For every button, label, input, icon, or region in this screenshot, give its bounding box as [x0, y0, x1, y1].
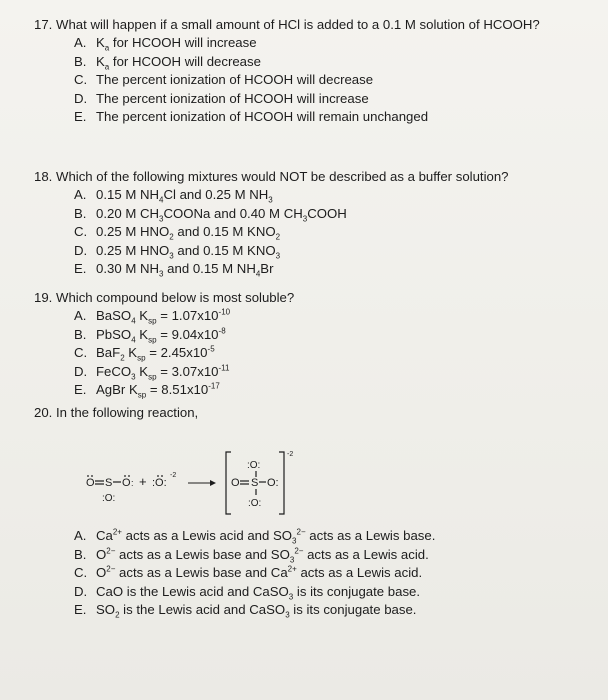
subscript: 4	[131, 316, 136, 326]
lone-pair-oxygen: :O:	[102, 493, 116, 504]
option-letter: B.	[74, 546, 87, 562]
question-17-options	[74, 34, 540, 127]
option-20c[interactable]	[74, 564, 435, 583]
option-letter: C.	[74, 224, 88, 240]
option-letter: E.	[74, 109, 87, 125]
formula-text: Br	[260, 261, 274, 277]
ksp-symbol: K	[124, 345, 138, 361]
subscript: sp	[137, 353, 146, 363]
option-letter: E.	[74, 602, 87, 618]
ksp-symbol: K	[135, 308, 149, 323]
lewis-reaction-diagram	[84, 446, 314, 516]
ka-subscript: a	[104, 62, 110, 72]
formula-text: 0.15 M NH	[96, 187, 160, 202]
formula-text: and 0.15 M KNO	[173, 224, 276, 240]
question-18-stem: 18. Which of the following mixtures would NOT be described as a buffer solution?	[34, 169, 509, 184]
option-text: CaO is the Lewis acid and CaSO$_3$ is its conjugate base.	[96, 583, 421, 602]
option-17a[interactable]	[74, 34, 540, 53]
formula-text: and 0.15 M NH	[163, 261, 256, 277]
option-letter: E.	[74, 382, 87, 398]
option-letter: D.	[74, 242, 88, 258]
subscript: 3	[275, 251, 281, 261]
subscript: 3	[302, 214, 308, 224]
formula-text: PbSO	[96, 326, 132, 342]
option-letter: D.	[74, 90, 88, 106]
subscript: 3	[169, 251, 174, 261]
option-letter: E.	[74, 261, 87, 277]
subscript: 4	[255, 270, 261, 280]
subscript: 3	[159, 270, 164, 280]
reaction-arrow-icon	[210, 480, 216, 486]
option-17e[interactable]	[74, 108, 540, 127]
formula-text: and 0.15 M KNO	[173, 242, 276, 258]
option-text: for HCOOH will increase	[109, 35, 257, 50]
oxygen-atom: O	[122, 477, 131, 489]
option-text: The percent ionization of HCOOH will increase	[96, 90, 369, 106]
exponent: -11	[218, 363, 230, 373]
question-19-stem: 19. Which compound below is most soluble?	[34, 290, 295, 305]
formula-text: AgBr	[96, 382, 126, 398]
left-oxygen: O	[231, 477, 240, 489]
ksp-value: = 8.51x10	[146, 382, 209, 398]
right-oxygen: O:	[267, 477, 279, 489]
subscript: 2	[275, 232, 281, 242]
formula-text: 0.25 M HNO	[96, 224, 170, 240]
option-text: $O^{2-}$ acts as a Lewis base and $Ca^{2+}$ acts as a Lewis acid.	[96, 564, 423, 581]
question-20	[34, 404, 198, 422]
subscript: 4	[131, 335, 136, 345]
subscript: sp	[148, 316, 157, 326]
center-sulfur: S	[251, 477, 259, 489]
subscript: 3	[131, 372, 136, 382]
exponent: -10	[218, 307, 231, 317]
option-letter: C.	[74, 565, 88, 581]
option-letter: D.	[74, 583, 88, 599]
formula-text: FeCO	[96, 363, 132, 379]
question-18	[34, 168, 509, 279]
formula-text: COONa and 0.40 M CH	[163, 205, 303, 221]
subscript: sp	[137, 391, 147, 401]
exponent: -17	[208, 381, 220, 391]
option-letter: D.	[74, 363, 88, 379]
subscript: 4	[159, 195, 164, 205]
option-letter: A.	[74, 35, 87, 50]
oxide-ion	[152, 472, 176, 489]
sulfite-lewis-structure	[226, 451, 293, 514]
option-letter: C.	[74, 72, 88, 88]
option-19c[interactable]	[74, 344, 294, 363]
oxide-atom: :O:	[152, 477, 167, 489]
option-17c[interactable]	[74, 71, 540, 90]
ka-symbol: K	[96, 35, 105, 50]
formula-text: BaF	[96, 345, 121, 361]
option-18c[interactable]	[74, 223, 509, 242]
question-20-options	[74, 527, 435, 620]
option-letter: A.	[74, 187, 87, 202]
formula-text: Cl and 0.25 M NH	[163, 187, 269, 202]
question-18-options	[74, 186, 509, 279]
option-text: $O^{2-}$ acts as a Lewis base and $SO_3^{2-}$ acts as a Lewis acid.	[96, 546, 429, 565]
ka-subscript: a	[104, 43, 110, 53]
option-18d[interactable]	[74, 242, 509, 261]
option-text: $Ca^{2+}$ acts as a Lewis acid and $SO_3^{2-}$ acts as a Lewis base.	[96, 527, 436, 546]
right-bracket	[279, 452, 284, 514]
option-18e[interactable]	[74, 260, 509, 279]
option-20b[interactable]	[74, 546, 435, 565]
question-17-stem: 17. What will happen if a small amount of HCl is added to a 0.1 M solution of HCOOH?	[34, 17, 540, 32]
ksp-value: = 2.45x10	[145, 345, 208, 361]
sulfur-atom: S	[105, 477, 113, 489]
option-text: The percent ionization of HCOOH will decrease	[96, 72, 374, 88]
option-17b[interactable]	[74, 53, 540, 72]
exponent: -5	[207, 344, 215, 354]
question-19	[34, 289, 294, 400]
formula-text: 0.25 M HNO	[96, 242, 170, 258]
option-letter: A.	[74, 308, 87, 323]
option-letter: C.	[74, 345, 88, 361]
plus-sign: +	[139, 474, 147, 489]
formula-text: 0.30 M NH	[96, 261, 160, 277]
oxide-charge: -2	[170, 472, 177, 479]
option-19e[interactable]	[74, 381, 294, 400]
option-19a[interactable]	[74, 307, 294, 326]
option-letter: B.	[74, 326, 87, 342]
lone-pair: :	[131, 478, 134, 488]
subscript: 2	[120, 353, 125, 363]
option-19b[interactable]	[74, 326, 294, 345]
option-text: The percent ionization of HCOOH will remain unchanged	[96, 109, 429, 125]
question-17	[34, 16, 540, 127]
option-20a[interactable]	[74, 527, 435, 546]
option-17d[interactable]	[74, 90, 540, 109]
formula-text: 0.20 M CH	[96, 205, 160, 221]
option-20e[interactable]	[74, 601, 435, 620]
subscript: sp	[148, 372, 157, 382]
so2-lewis-structure	[86, 475, 134, 504]
ksp-value: = 9.04x10	[156, 326, 219, 342]
option-18b[interactable]	[74, 205, 509, 224]
ka-symbol: K	[96, 53, 105, 69]
ksp-symbol: K	[135, 363, 149, 379]
ksp-symbol: K	[135, 326, 149, 342]
top-oxygen: :O:	[247, 460, 261, 471]
question-19-options	[74, 307, 294, 400]
option-18a[interactable]	[74, 186, 509, 205]
ksp-value: = 3.07x10	[156, 363, 219, 379]
option-letter: B.	[74, 53, 87, 69]
option-19d[interactable]	[74, 363, 294, 382]
subscript: 3	[159, 214, 164, 224]
formula-text: BaSO	[96, 308, 132, 323]
subscript: sp	[148, 335, 157, 345]
oxygen-atom: O	[86, 477, 95, 489]
subscript: 3	[268, 195, 273, 205]
formula-text: COOH	[307, 205, 347, 221]
option-text: for HCOOH will decrease	[109, 53, 261, 69]
exponent: -8	[218, 326, 226, 336]
option-letter: B.	[74, 205, 87, 221]
question-20-stem: 20. In the following reaction,	[34, 405, 199, 420]
option-20d[interactable]	[74, 583, 435, 602]
subscript: 2	[169, 232, 174, 242]
product-charge: -2	[287, 451, 294, 458]
option-letter: A.	[74, 528, 87, 543]
option-text: $SO_2$ is the Lewis acid and CaSO$_3$ is its conjugate base.	[96, 602, 417, 621]
bottom-oxygen: :O:	[248, 498, 262, 509]
ksp-symbol: K	[125, 382, 138, 398]
ksp-value: = 1.07x10	[156, 308, 219, 323]
